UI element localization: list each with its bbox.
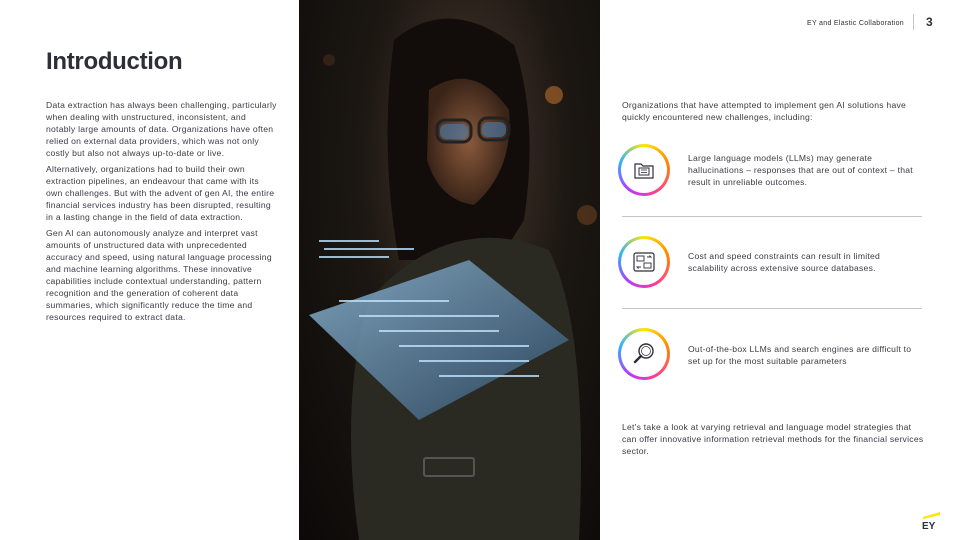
ey-logo <box>921 512 941 530</box>
folder-document-icon <box>632 158 656 182</box>
gradient-ring <box>618 236 670 288</box>
header-collab-label: EY and Elastic Collaboration <box>807 20 904 27</box>
page-number: 3 <box>926 15 933 29</box>
woman-with-tablet-illustration <box>299 0 600 540</box>
gradient-ring <box>618 328 670 380</box>
magnifier-icon <box>631 341 657 367</box>
challenge-item <box>618 144 922 196</box>
challenge-text: Cost and speed constraints can result in limited scalability across extensive source databases. <box>688 251 881 273</box>
challenge-item <box>618 236 922 288</box>
challenge-text: Large language models (LLMs) may generate hallucinations – responses that are out of context – that result in unreliable outcomes. <box>688 153 913 187</box>
divider <box>622 216 922 217</box>
money-exchange-icon <box>631 249 657 275</box>
hero-photo <box>299 0 600 540</box>
intro-paragraph: Data extraction has always been challenging, particularly when dealing with unstructured, inconsistent, and notably large amounts of data. Organizations have often relied on external data providers, which was not only costly but also not always up-to-date or live. <box>46 100 277 158</box>
closing-text: Let's take a look at varying retrieval and language model strategies that can offer innovative information retrieval methods for the financial services sector. <box>622 422 924 456</box>
header-divider <box>913 14 914 30</box>
challenges-intro: Organizations that have attempted to implement gen AI solutions have quickly encountered new challenges, including: <box>622 100 907 122</box>
page-title: Introduction <box>46 48 183 75</box>
intro-paragraph: Alternatively, organizations had to build their own extraction pipelines, an endeavour that came with its own challenges. But with the advent of gen AI, the entire financial services industry has been disrupted, resulting in a lasting change in the field of data extraction. <box>46 164 275 222</box>
challenge-text: Out-of-the-box LLMs and search engines are difficult to set up for the most suitable parameters <box>688 344 912 366</box>
intro-paragraph: Gen AI can autonomously analyze and interpret vast amounts of unstructured data with unprecedented accuracy and speed, using natural language processing and machine learning algorithms. These innovative capabilities include contextual understanding, pattern recognition and the generation of coherent data summaries, which significantly reduce the time and resources required to extract data. <box>46 228 272 322</box>
divider <box>622 308 922 309</box>
intro-text-column <box>46 99 278 327</box>
gradient-ring <box>618 144 670 196</box>
logo-text: EY <box>922 521 936 530</box>
challenge-item <box>618 328 922 380</box>
